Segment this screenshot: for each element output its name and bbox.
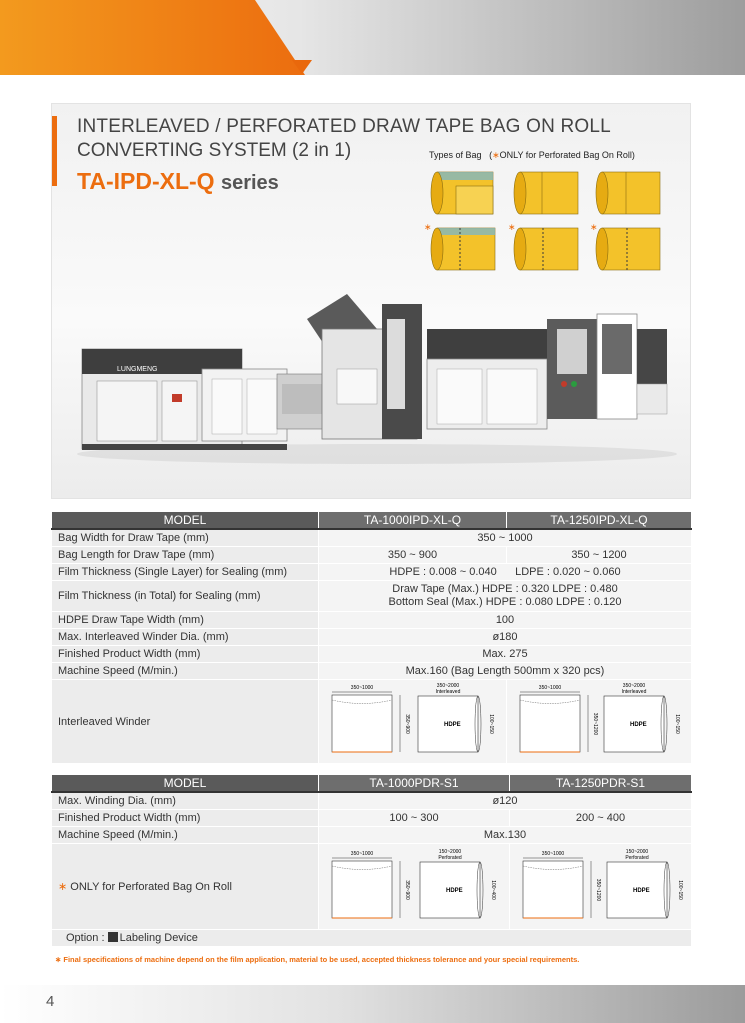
dim-width-2: 150~2000 (625, 849, 648, 855)
bag-dimension-diagram (320, 844, 509, 924)
material-label: HDPE (443, 722, 461, 728)
table-row (52, 844, 692, 930)
svg-text:∗: ∗ (590, 222, 598, 232)
title-accent-bar (52, 116, 57, 186)
diagram-cell-1000 (319, 680, 507, 764)
types-of-bag-note: ONLY for Perforated Bag On Roll) (499, 150, 635, 160)
model-header: MODEL (52, 775, 319, 793)
dim-width: 350~1000 (541, 851, 564, 857)
dim-sublabel: Perforated (437, 855, 462, 861)
thickness-line-2: Bottom Seal (Max.) HDPE : 0.080 LDPE : 0.120 (388, 596, 622, 608)
model-header: MODEL (52, 512, 319, 530)
material-label: HDPE (629, 722, 647, 728)
spec-table-ipd (51, 511, 692, 764)
table-row (52, 564, 692, 581)
row-value-multiline (319, 581, 692, 612)
model-col-1250pdr: TA-1250PDR-S1 (510, 775, 692, 793)
option-cell (52, 930, 692, 947)
row-value: 100 (319, 612, 692, 629)
perforated-label-text: ONLY for Perforated Bag On Roll (70, 880, 232, 893)
table-row (52, 663, 692, 680)
model-col-1000ipd: TA-1000IPD-XL-Q (319, 512, 507, 530)
table-row (52, 629, 692, 646)
dim-height: 350~900 (403, 714, 410, 734)
page-number: 4 (46, 993, 55, 1010)
dim-width-2: 350~2000 (622, 683, 645, 689)
dim-height-2: 100~150 (673, 714, 680, 734)
table-row (52, 680, 692, 764)
bag-type-3 (596, 172, 660, 214)
title-line-1: INTERLEAVED / PERFORATED DRAW TAPE BAG ON ROLL (77, 116, 611, 137)
star-icon: ∗ (55, 955, 62, 964)
thickness-line-1: Draw Tape (Max.) HDPE : 0.320 LDPE : 0.480 (392, 583, 618, 595)
svg-text:∗: ∗ (508, 222, 516, 232)
series-word: series (220, 172, 279, 194)
types-of-bag-label (429, 150, 635, 161)
row-label: Finished Product Width (mm) (52, 646, 319, 663)
bag-type-6 (590, 222, 660, 270)
footnote (55, 955, 579, 964)
star-icon: ∗ (492, 150, 500, 160)
spec-table-pdr (51, 774, 692, 947)
model-col-1250ipd: TA-1250IPD-XL-Q (507, 512, 692, 530)
row-value: Max. 275 (319, 646, 692, 663)
row-label: Bag Width for Draw Tape (mm) (52, 529, 319, 547)
machine-photo (77, 289, 677, 469)
table-row (52, 612, 692, 629)
row-value: Max.130 (319, 827, 692, 844)
types-note-paren: ( (489, 150, 493, 160)
machine-brand-label: LUNGMENG (117, 366, 158, 373)
bag-dimension-diagram (508, 680, 691, 758)
dim-height: 350~900 (403, 880, 410, 900)
checkbox-icon (108, 932, 118, 942)
material-label: HDPE (445, 888, 463, 894)
row-label: HDPE Draw Tape Width (mm) (52, 612, 319, 629)
bag-type-5 (508, 222, 578, 270)
bag-type-2 (514, 172, 578, 214)
row-value: Max.160 (Bag Length 500mm x 320 pcs) (319, 663, 692, 680)
dim-height: 350~1200 (594, 878, 601, 902)
row-label: Machine Speed (M/min.) (52, 827, 319, 844)
row-value: ø180 (319, 629, 692, 646)
bag-dimension-diagram (320, 680, 506, 758)
title-line-2: CONVERTING SYSTEM (2 in 1) (77, 140, 352, 161)
diagram-cell-1000pdr (319, 844, 510, 930)
table-row (52, 529, 692, 547)
dim-height-2: 100~150 (487, 714, 494, 734)
row-label: Finished Product Width (mm) (52, 810, 319, 827)
dim-width-2: 150~2000 (438, 849, 461, 855)
row-label: Film Thickness (Single Layer) for Sealing (mm) (52, 564, 319, 581)
perforated-row-label (52, 844, 319, 930)
row-label: Interleaved Winder (52, 680, 319, 764)
model-series-title (77, 168, 279, 195)
bag-type-4 (424, 222, 495, 270)
table-row (52, 581, 692, 612)
row-label: Max. Interleaved Winder Dia. (mm) (52, 629, 319, 646)
product-hero (51, 103, 691, 499)
row-value-1000: 350 ~ 900 (319, 547, 507, 564)
row-value-1250: 350 ~ 1200 (507, 547, 692, 564)
top-orange-accent (0, 0, 305, 75)
spec-table-ipd-header (52, 512, 692, 530)
row-label: Bag Length for Draw Tape (mm) (52, 547, 319, 564)
dim-height-2: 100~400 (489, 880, 496, 900)
row-value: ø120 (319, 792, 692, 810)
material-label: HDPE (632, 888, 650, 894)
row-value: HDPE : 0.008 ~ 0.040 LDPE : 0.020 ~ 0.060 (319, 564, 692, 581)
dim-height: 350~1200 (591, 712, 598, 736)
spec-table-pdr-header (52, 775, 692, 793)
table-row (52, 547, 692, 564)
dim-width: 350~1000 (350, 851, 373, 857)
table-row (52, 792, 692, 810)
option-value: Labeling Device (119, 932, 198, 944)
diagram-cell-1250pdr (510, 844, 692, 930)
dim-sublabel: Perforated (624, 855, 649, 861)
dim-width: 350~1000 (538, 685, 561, 691)
row-value: 350 ~ 1000 (319, 529, 692, 547)
row-label: Film Thickness (in Total) for Sealing (mm) (52, 581, 319, 612)
table-row (52, 646, 692, 663)
diagram-cell-1250 (507, 680, 692, 764)
star-icon: ∗ (58, 880, 68, 893)
model-col-1000pdr: TA-1000PDR-S1 (319, 775, 510, 793)
top-orange-notch (292, 60, 312, 74)
model-series-name: TA-IPD-XL-Q (77, 168, 215, 194)
row-value-1250: 200 ~ 400 (510, 810, 692, 827)
dim-sublabel: Interleaved (621, 689, 646, 695)
bag-type-1 (431, 172, 493, 214)
types-of-bag-text: Types of Bag (429, 150, 482, 160)
footnote-text: Final specifications of machine depend on the film application, material to be used, accepted thickness tolerance and your special requirements. (63, 955, 580, 964)
dim-height-2: 100~150 (676, 880, 683, 900)
row-label: Machine Speed (M/min.) (52, 663, 319, 680)
option-label: Option : (66, 932, 105, 944)
bag-dimension-diagram (511, 844, 691, 924)
row-label: Max. Winding Dia. (mm) (52, 792, 319, 810)
bottom-banner (0, 985, 745, 1023)
option-row (52, 930, 692, 947)
row-value-1000: 100 ~ 300 (319, 810, 510, 827)
bag-types-illustration (422, 164, 682, 279)
svg-text:∗: ∗ (424, 222, 432, 232)
dim-width-2: 350~2000 (436, 683, 459, 689)
table-row (52, 810, 692, 827)
table-row (52, 827, 692, 844)
dim-width: 350~1000 (350, 685, 373, 691)
dim-sublabel: Interleaved (435, 689, 460, 695)
